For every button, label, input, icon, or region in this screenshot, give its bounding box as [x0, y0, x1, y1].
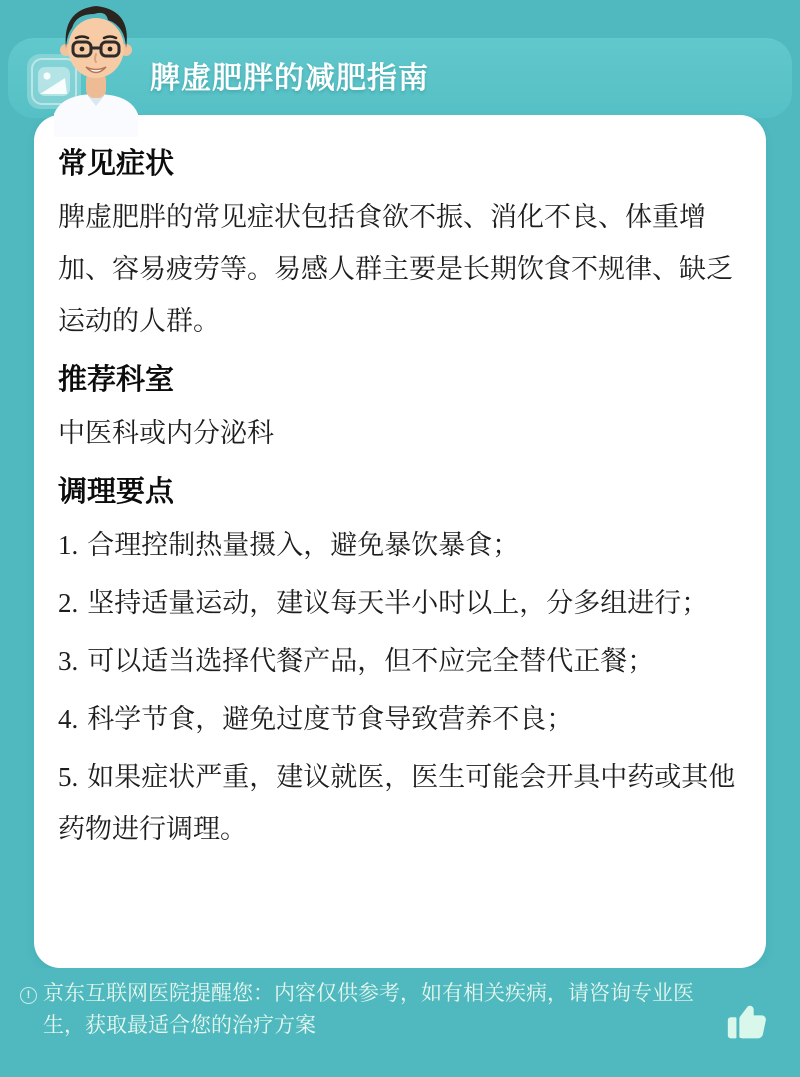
tip-text: 科学节食，避免过度节食导致营养不良；	[87, 704, 574, 734]
department-text: 中医科或内分泌科	[58, 418, 274, 448]
tip-text: 可以适当选择代餐产品，但不应完全替代正餐；	[87, 646, 655, 676]
tip-number: 3.	[58, 646, 79, 676]
footer	[0, 968, 800, 1077]
section-heading-department: 推荐科室	[58, 364, 175, 396]
tip-number: 4.	[58, 704, 79, 734]
info-circle-icon: !	[20, 987, 37, 1004]
tip-item	[58, 693, 742, 745]
tip-item	[58, 519, 742, 571]
tip-item	[58, 635, 742, 687]
doctor-avatar	[46, 2, 146, 137]
tip-item	[58, 577, 742, 629]
tip-item	[58, 751, 742, 855]
symptoms-text: 脾虚肥胖的常见症状包括食欲不振、消化不良、体重增加、容易疲劳等。易感人群主要是长期饮食不规律、缺乏运动的人群。	[58, 202, 733, 336]
tip-text: 合理控制热量摄入，避免暴饮暴食；	[87, 530, 520, 560]
content-card	[34, 115, 766, 968]
thumbs-up-icon[interactable]	[724, 1000, 770, 1046]
tip-number: 2.	[58, 588, 79, 618]
tip-text: 如果症状严重，建议就医，医生可能会开具中药或其他药物进行调理。	[58, 762, 736, 844]
disclaimer-text: 京东互联网医院提醒您：内容仅供参考，如有相关疾病，请咨询专业医生，获取最适合您的治疗方案	[43, 982, 694, 1037]
tip-text: 坚持适量运动，建议每天半小时以上，分多组进行；	[87, 588, 709, 618]
tip-number: 5.	[58, 762, 79, 792]
page-title: 脾虚肥胖的减肥指南	[150, 62, 429, 95]
section-heading-tips: 调理要点	[58, 476, 175, 508]
tip-number: 1.	[58, 530, 79, 560]
section-heading-symptoms: 常见症状	[58, 148, 175, 180]
